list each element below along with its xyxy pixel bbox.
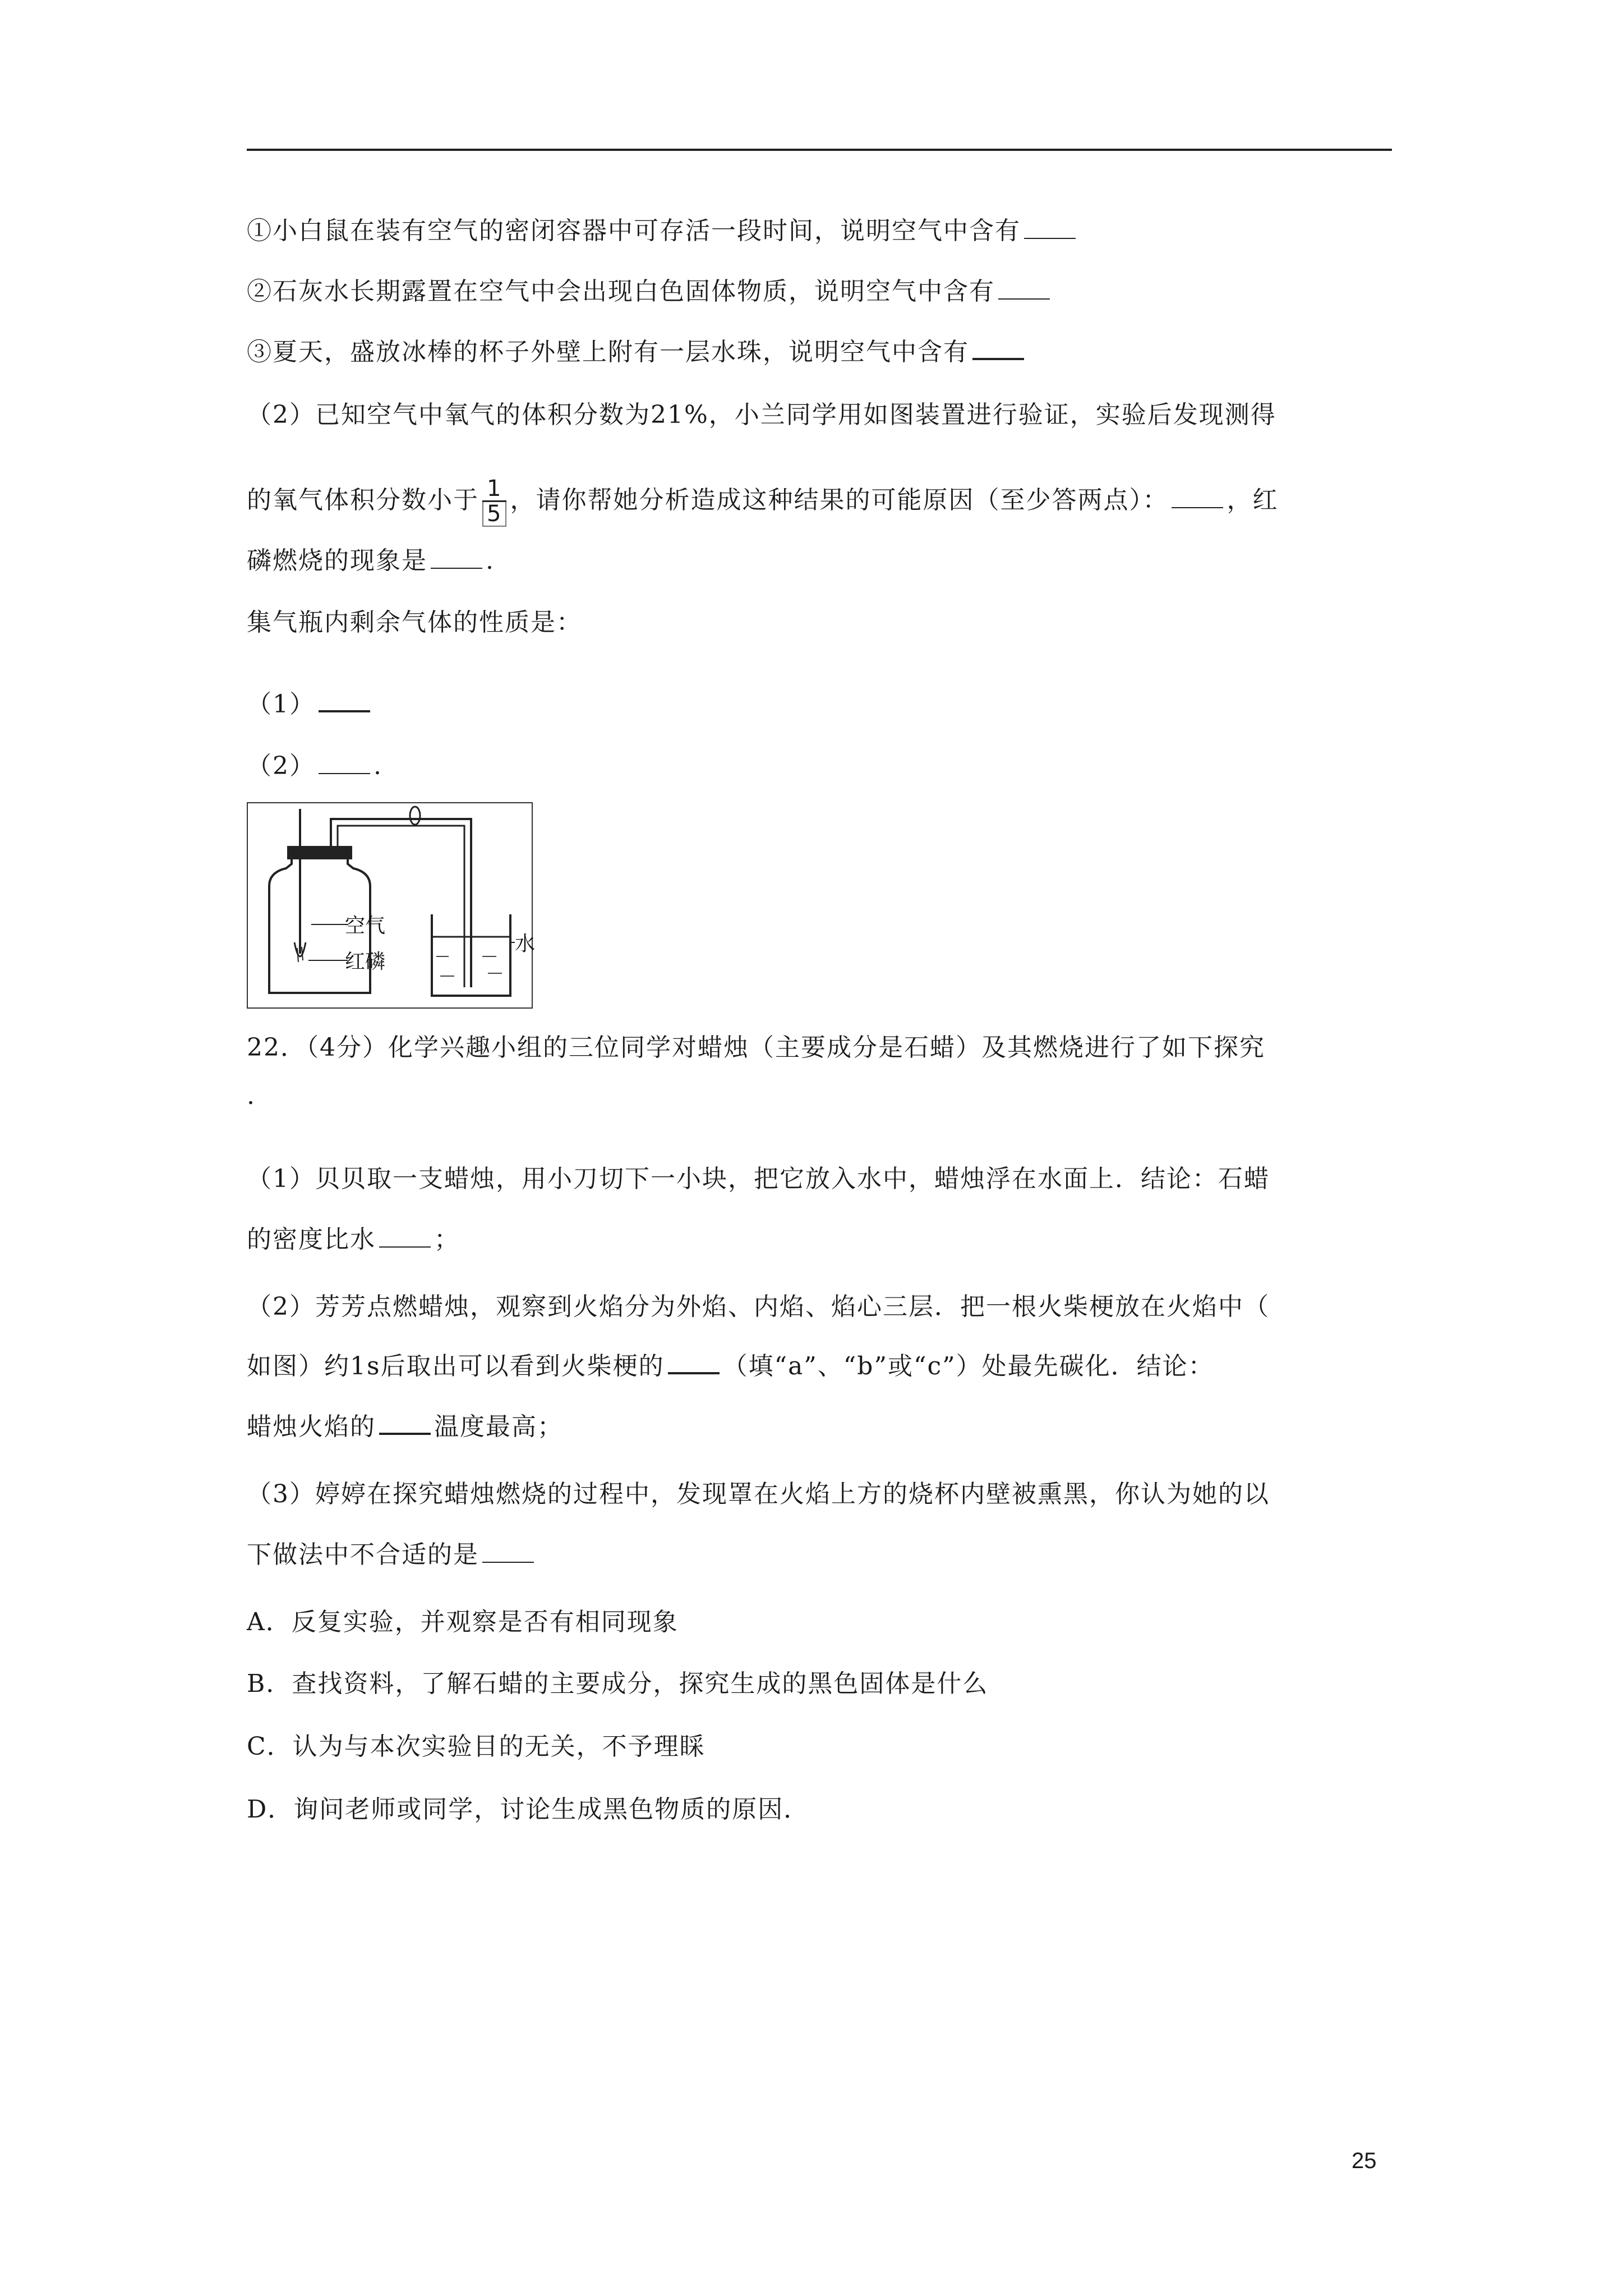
label-air: 空气 bbox=[345, 914, 386, 937]
remaining-gas-title: 集气瓶内剩余气体的性质是： bbox=[247, 608, 582, 637]
answer-blank[interactable] bbox=[379, 1227, 431, 1248]
apparatus-figure bbox=[247, 802, 536, 1009]
answer-blank[interactable] bbox=[668, 1353, 720, 1374]
q22-option-c[interactable]: C．认为与本次实验目的无关，不予理睬 bbox=[247, 1732, 706, 1761]
remaining-gas-prop2: （2） . bbox=[247, 752, 382, 780]
q21-item2: ②石灰水长期露置在空气中会出现白色固体物质，说明空气中含有 bbox=[247, 275, 1053, 309]
q22-stem-end: . bbox=[247, 1082, 256, 1110]
fraction-one-fifth: $\frac{1}{5}$ bbox=[482, 477, 506, 527]
answer-blank[interactable] bbox=[431, 549, 482, 569]
q22-stem: 22．（4分）化学兴趣小组的三位同学对蜡烛（主要成分是石蜡）及其燃烧进行了如下探究 bbox=[247, 1033, 1265, 1062]
figure-frame bbox=[247, 803, 532, 1008]
label-red-phosphorus: 红磷 bbox=[345, 950, 386, 973]
q22-option-d[interactable]: D．询问老师或同学，讨论生成黑色物质的原因． bbox=[247, 1795, 810, 1824]
answer-blank[interactable] bbox=[998, 279, 1050, 300]
header-rule bbox=[247, 149, 1392, 151]
q21-part2-line3: 磷燃烧的现象是 . bbox=[247, 546, 495, 575]
label-water: 水 bbox=[515, 932, 536, 955]
q21-part2-line2: 的氧气体积分数小于 $\frac{1}{5}$ ，请你帮她分析造成这种结果的可能原因（至少答两点）： ，红 bbox=[247, 476, 1279, 527]
q22-part2-line2: 如图）约1s后取出可以看到火柴梗的 （填“a”、“b”或“c”）处最先碳化．结论： bbox=[247, 1352, 1214, 1381]
q22-part3-line2: 下做法中不合适的是 bbox=[247, 1538, 537, 1572]
q21-part2-line1: （2）已知空气中氧气的体积分数为21%，小兰同学用如图装置进行验证，实验后发现测得 bbox=[247, 401, 1276, 429]
answer-blank[interactable] bbox=[482, 1543, 534, 1563]
q22-part1-line1: （1）贝贝取一支蜡烛，用小刀切下一小块，把它放入水中，蜡烛浮在水面上．结论：石蜡 bbox=[247, 1165, 1270, 1193]
answer-blank[interactable] bbox=[1172, 488, 1223, 508]
clip-clamp bbox=[410, 807, 420, 825]
q22-part2-line1: （2）芳芳点燃蜡烛，观察到火焰分为外焰、内焰、焰心三层．把一根火柴梗放在火焰中（ bbox=[247, 1292, 1270, 1321]
remaining-gas-prop1: （1） bbox=[247, 688, 374, 721]
answer-blank[interactable] bbox=[972, 339, 1024, 360]
q21-item1: ①小白鼠在装有空气的密闭容器中可存活一段时间，说明空气中含有 bbox=[247, 214, 1079, 248]
rubber-stopper bbox=[287, 846, 352, 859]
q21-item3: ③夏天，盛放冰棒的杯子外壁上附有一层水珠，说明空气中含有 bbox=[247, 335, 1027, 369]
page-number: 25 bbox=[1352, 2148, 1377, 2173]
answer-blank[interactable] bbox=[379, 1414, 431, 1435]
q22-option-b[interactable]: B．查找资料，了解石蜡的主要成分，探究生成的黑色固体是什么 bbox=[247, 1669, 989, 1698]
q22-part3-line1: （3）婷婷在探究蜡烛燃烧的过程中，发现罩在火焰上方的烧杯内壁被熏黑，你认为她的以 bbox=[247, 1480, 1270, 1508]
q22-option-a[interactable]: A．反复实验，并观察是否有相同现象 bbox=[247, 1608, 679, 1636]
q22-part1-line2: 的密度比水 ； bbox=[247, 1225, 460, 1254]
answer-blank[interactable] bbox=[319, 754, 370, 774]
answer-blank[interactable] bbox=[1024, 219, 1076, 239]
answer-blank[interactable] bbox=[319, 691, 370, 712]
q22-part2-line3: 蜡烛火焰的 温度最高； bbox=[247, 1412, 563, 1441]
